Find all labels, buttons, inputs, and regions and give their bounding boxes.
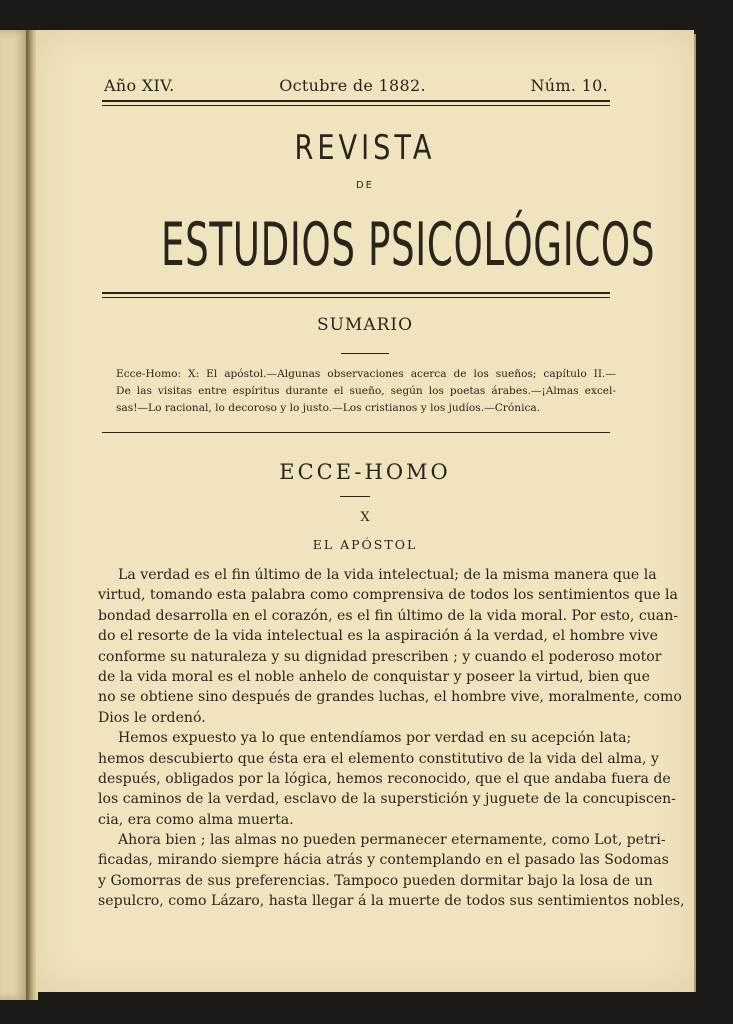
article-title: ECCE-HOMO <box>279 460 451 484</box>
text-line: bondad desarrolla en el corazón, es el fin último de la vida moral. Por esto, cuan- <box>98 607 679 624</box>
text-line: después, obligados por la lógica, hemos reconocido, que el que andaba fuera de <box>98 770 671 787</box>
masthead-rule <box>102 292 610 298</box>
text-line: ficadas, mirando siempre hácia atrás y contemplando en el pasado las Sodomas <box>98 852 669 869</box>
masthead-revista: REVISTA <box>294 128 436 168</box>
journal-page <box>36 30 694 992</box>
text-line: Dios le ordenó. <box>98 709 206 726</box>
chapter-subtitle: EL APÓSTOL <box>312 537 418 552</box>
chapter-number: X <box>360 510 370 525</box>
paragraph <box>98 830 685 912</box>
left-page-edge <box>0 30 28 1000</box>
issue-date: Octubre de 1882. <box>279 76 426 95</box>
sumario-divider <box>341 353 389 354</box>
sumario-heading: SUMARIO <box>316 315 414 335</box>
text-line: y Gomorras de sus preferencias. Tampoco pueden dormitar bajo la losa de un <box>98 872 653 889</box>
text-line: los caminos de la verdad, esclavo de la superstición y juguete de la concupiscen- <box>98 791 676 808</box>
text-line: do el resorte de la vida intelectual es la aspiración á la verdad, el hombre vive <box>98 628 658 645</box>
masthead-de: DE <box>355 180 375 191</box>
title-divider <box>340 496 370 497</box>
issue-number: Núm. 10. <box>530 76 608 95</box>
text-line: Hemos expuesto ya lo que entendíamos por verdad en su acepción lata; <box>118 730 632 747</box>
text-line: La verdad es el fin último de la vida intelectual; de la misma manera que la <box>118 567 657 583</box>
header-rule <box>102 100 610 106</box>
issue-year: Año XIV. <box>104 76 175 95</box>
text-line: cia, era como alma muerta. <box>98 811 294 828</box>
text-line: virtud, tomando esta palabra como comprensiva de todos los sentimientos que la <box>98 587 678 604</box>
paragraph <box>98 728 676 830</box>
masthead-title: ESTUDIOS PSICOLÓGICOS <box>161 210 656 280</box>
sumario-line: Ecce-Homo: X: El apóstol.—Algunas observaciones acerca de los sueños; capítulo II.— <box>116 368 616 380</box>
sumario-text <box>116 366 616 417</box>
text-line: conforme su naturaleza y su dignidad prescriben ; y cuando el poderoso motor <box>98 648 662 665</box>
text-line: hemos descubierto que ésta era el elemento constitutivo de la vida del alma, y <box>98 750 659 767</box>
text-line: de la vida moral es el noble anhelo de conquistar y poseer la virtud, bien que <box>98 668 650 685</box>
text-line: sepulcro, como Lázaro, hasta llegar á la muerte de todos sus sentimientos nobles, <box>98 893 685 910</box>
sumario-line: sas!—Lo racional, lo decoroso y lo justo.—Los cristianos y los judíos.—Crónica. <box>116 402 541 414</box>
article-body <box>98 565 685 912</box>
paragraph <box>98 565 682 728</box>
text-line: no se obtiene sino después de grandes luchas, el hombre vive, moralmente, como <box>98 689 682 706</box>
text-line: Ahora bien ; las almas no pueden permanecer eternamente, como Lot, petri- <box>118 832 666 849</box>
issue-header <box>104 76 608 95</box>
sumario-line: De las visitas entre espíritus durante el sueño, según los poetas árabes.—¡Almas excel- <box>116 385 616 397</box>
sumario-rule <box>102 432 610 433</box>
